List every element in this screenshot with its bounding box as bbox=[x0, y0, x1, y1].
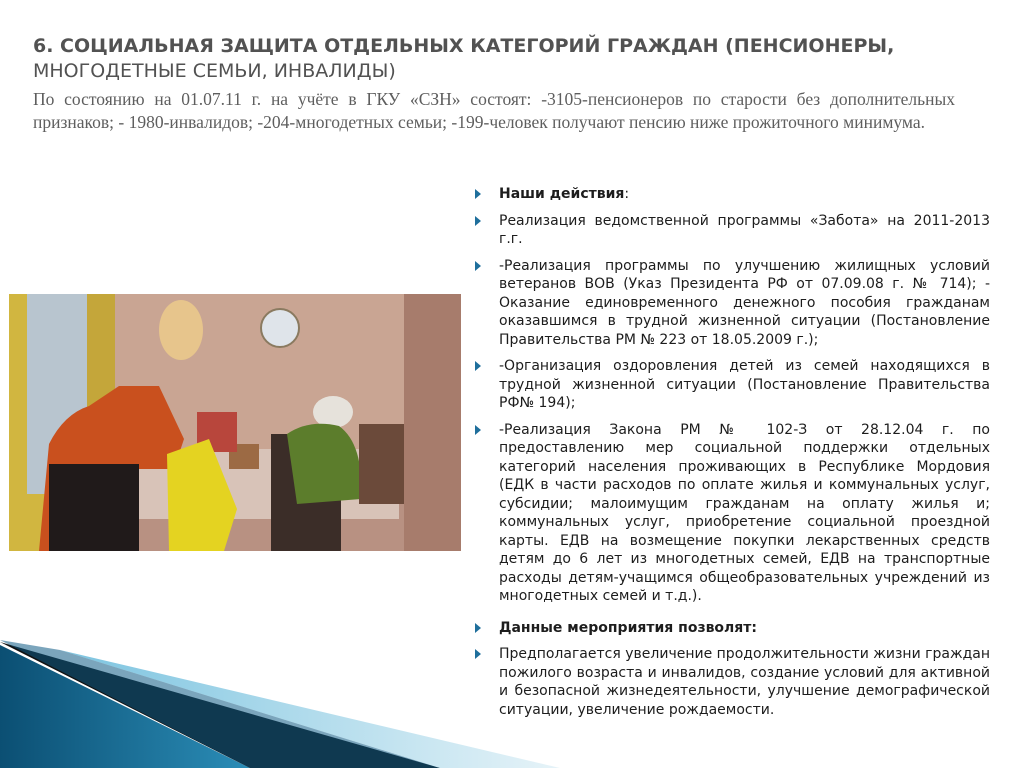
actions-heading: Наши действия bbox=[499, 186, 625, 202]
list-item bbox=[472, 185, 990, 204]
results-heading: Данные мероприятия позволят: bbox=[499, 619, 758, 636]
bullet-arrow-icon bbox=[475, 261, 481, 271]
list-item-text: Предполагается увеличение продолжительности жизни граждан пожилого возраста и инвалидов, создание условий для активной и безопасной жизнедеятельности, улучшение демографической ситуации, увеличение рождаемости. bbox=[499, 646, 990, 718]
list-item-text: Реализация ведомственной программы «Забота» на 2011-2013 г.г. bbox=[499, 212, 990, 247]
list-item bbox=[472, 357, 990, 413]
bullet-arrow-icon bbox=[475, 216, 481, 226]
care-worker-photo bbox=[9, 294, 461, 551]
slide-title bbox=[33, 34, 983, 84]
decorative-stripes bbox=[0, 640, 560, 768]
bullet-arrow-icon bbox=[475, 361, 481, 371]
bullet-arrow-icon bbox=[475, 623, 481, 633]
bullet-arrow-icon bbox=[475, 189, 481, 199]
slide-title-bold: 6. СОЦИАЛЬНАЯ ЗАЩИТА ОТДЕЛЬНЫХ КАТЕГОРИЙ ГРАЖДАН (ПЕНСИОНЕРЫ, bbox=[33, 35, 895, 57]
list-item-text: -Реализация программы по улучшению жилищных условий ветеранов ВОВ (Указ Президента РФ от 07.09.08 г. № 714); - Оказание единовременного денежного пособия гражданам оказавшимся в трудной жизненной ситуации (Постановление Правительства РМ № 223 от 18.05.2009 г.); bbox=[499, 257, 990, 348]
list-item-text: -Реализация Закона РМ № 102-З от 28.12.04 г. по предоставлению мер социальной поддержки отдельных категорий населения проживающих в Республике Мордовия (ЕДК в части расходов по оплате жилья и коммунальных услуг, субсидии; малоимущим гражданам на оплату жилья и; коммунальных услуг, приобретение социальной проездной карты. ЕДВ на возмещение покупки лекарственных средств детям до 6 лет из многодетных семей, ЕДВ на транспортные расходы детям-учащимся общеобразовательных учреждений из многодетных семей и т.д.). bbox=[499, 421, 990, 604]
list-item bbox=[472, 212, 990, 249]
list-item bbox=[472, 421, 990, 606]
slide-title-rest: МНОГОДЕТНЫЕ СЕМЬИ, ИНВАЛИДЫ) bbox=[33, 60, 396, 82]
slide-subtitle: По состоянию на 01.07.11 г. на учёте в ГКУ «СЗН» состоят: -3105-пенсионеров по старости без дополнительных признаков; - 1980-инвалидов; -204-многодетных семьи; -199-человек получают пенсию ниже прожиточного минимума. bbox=[33, 89, 955, 132]
list-item bbox=[472, 619, 990, 638]
list-item-text: -Организация оздоровления детей из семей находящихся в трудной жизненной ситуации (Постановление Правительства РФ№ 194); bbox=[499, 358, 990, 411]
actions-heading-colon: : bbox=[624, 186, 630, 202]
list-item bbox=[472, 257, 990, 350]
bullet-arrow-icon bbox=[475, 425, 481, 435]
